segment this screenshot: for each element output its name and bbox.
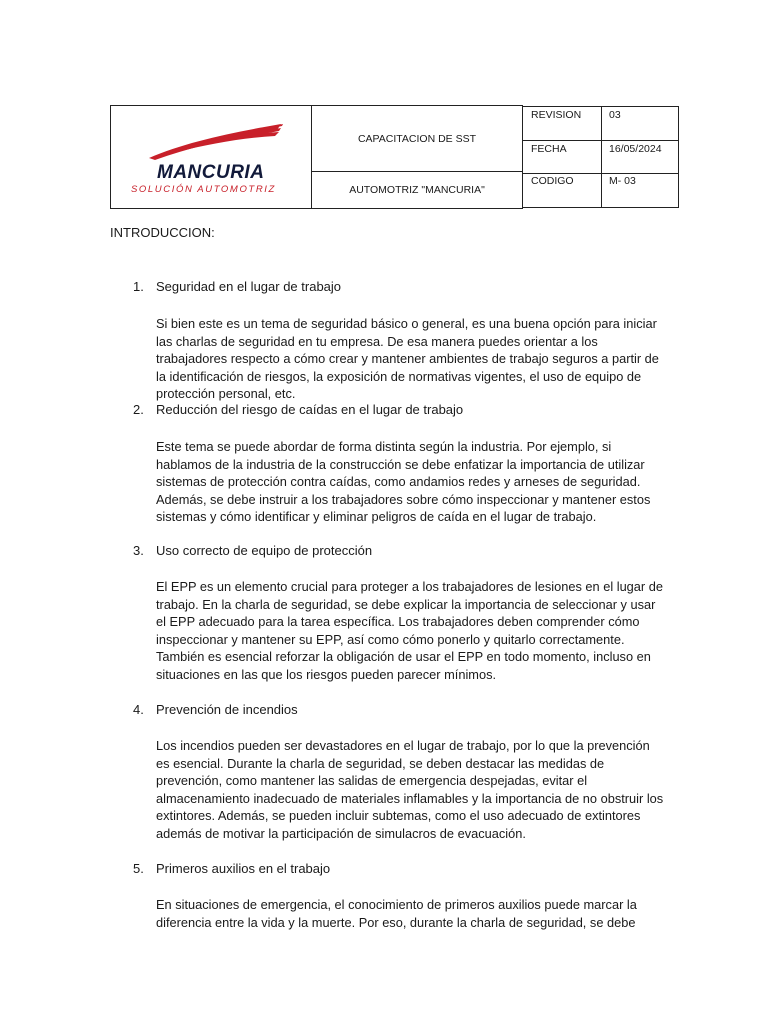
- meta-label: REVISION: [531, 109, 582, 121]
- section-title: Reducción del riesgo de caídas en el lugar de trabajo: [156, 402, 464, 417]
- meta-value: 03: [609, 109, 621, 121]
- section-title: Prevención de incendios: [156, 702, 298, 717]
- header-subtitle-cell: [311, 171, 523, 209]
- section-paragraph: Este tema se puede abordar de forma distinta según la industria. Por ejemplo, si hablamos de la industria de la construcción se debe enfatizar la importancia de utilizar sistemas de protección contra caídas, como andamios redes y arneses de seguridad. Además, se debe instruir a los trabajadores sobre cómo inspeccionar y mantener estos sistemas y cómo identificar y eliminar peligros de caída en el lugar de trabajo.: [156, 439, 651, 525]
- company-name: AUTOMOTRIZ "MANCURIA": [349, 184, 485, 196]
- section-number: 3.: [133, 543, 144, 558]
- meta-divider: [601, 107, 602, 207]
- meta-divider: [523, 173, 678, 174]
- section-number: 5.: [133, 861, 144, 876]
- header-meta-table: [522, 106, 679, 208]
- logo-brand-text: MANCURIA: [157, 162, 265, 183]
- header-title-cell: [311, 105, 523, 172]
- section-title: Primeros auxilios en el trabajo: [156, 861, 331, 876]
- document-title: CAPACITACION DE SST: [357, 132, 477, 145]
- section-number: 1.: [133, 279, 144, 294]
- section-paragraph: El EPP es un elemento crucial para proteger a los trabajadores de lesiones en el lugar de trabajo. En la charla de seguridad, se debe explicar la importancia de seleccionar y usar el EPP adecuado para la tarea específica. Los trabajadores deben comprender cómo inspeccionar y mantener su EPP, así como cómo ponerlo y quitarlo correctamente. También es esencial reforzar la obligación de usar el EPP en todo momento, incluso en situaciones en las que los riesgos pueden parecer mínimos.: [156, 579, 663, 682]
- section-heading: [133, 543, 372, 558]
- section-title: Seguridad en el lugar de trabajo: [156, 279, 342, 294]
- section-paragraph: Si bien este es un tema de seguridad básico o general, es una buena opción para iniciar las charlas de seguridad en tu empresa. De esa manera puedes orientar a los trabajadores respecto a cómo crear y mantener ambientes de trabajo seguros a partir de la identificación de riesgos, la exposición de normativas vigentes, el uso de equipo de protección personal, etc.: [156, 316, 659, 402]
- section-heading: [133, 402, 463, 417]
- section-title: Uso correcto de equipo de protección: [156, 543, 373, 558]
- section-number: 4.: [133, 702, 144, 717]
- section-heading: [133, 702, 298, 717]
- intro-heading: INTRODUCCION:: [110, 225, 215, 240]
- meta-label: CODIGO: [531, 175, 574, 187]
- meta-label: FECHA: [531, 143, 567, 155]
- meta-value: 16/05/2024: [609, 143, 662, 155]
- section-number: 2.: [133, 402, 144, 417]
- section-paragraph: Los incendios pueden ser devastadores en el lugar de trabajo, por lo que la prevención es esencial. Durante la charla de seguridad, se deben destacar las medidas de prevención, como mantener las salidas de emergencia despejadas, evitar el almacenamiento inadecuado de materiales inflamables y la importancia de no obstruir los extintores. Además, se pueden incluir subtemas, como el uso adecuado de extintores además de motivar la participación de simulacros de evacuación.: [156, 738, 664, 841]
- section-heading: [133, 861, 330, 876]
- meta-value: M- 03: [609, 175, 636, 187]
- section-paragraph: En situaciones de emergencia, el conocimiento de primeros auxilios puede marcar la diferencia entre la vida y la muerte. Por eso, durante la charla de seguridad, se debe: [156, 897, 637, 930]
- logo-tagline: SOLUCIÓN AUTOMOTRIZ: [131, 184, 276, 195]
- meta-divider: [523, 140, 678, 141]
- section-heading: [133, 279, 341, 294]
- logo-swoosh-icon: [145, 120, 285, 162]
- header-logo-cell: [110, 105, 312, 209]
